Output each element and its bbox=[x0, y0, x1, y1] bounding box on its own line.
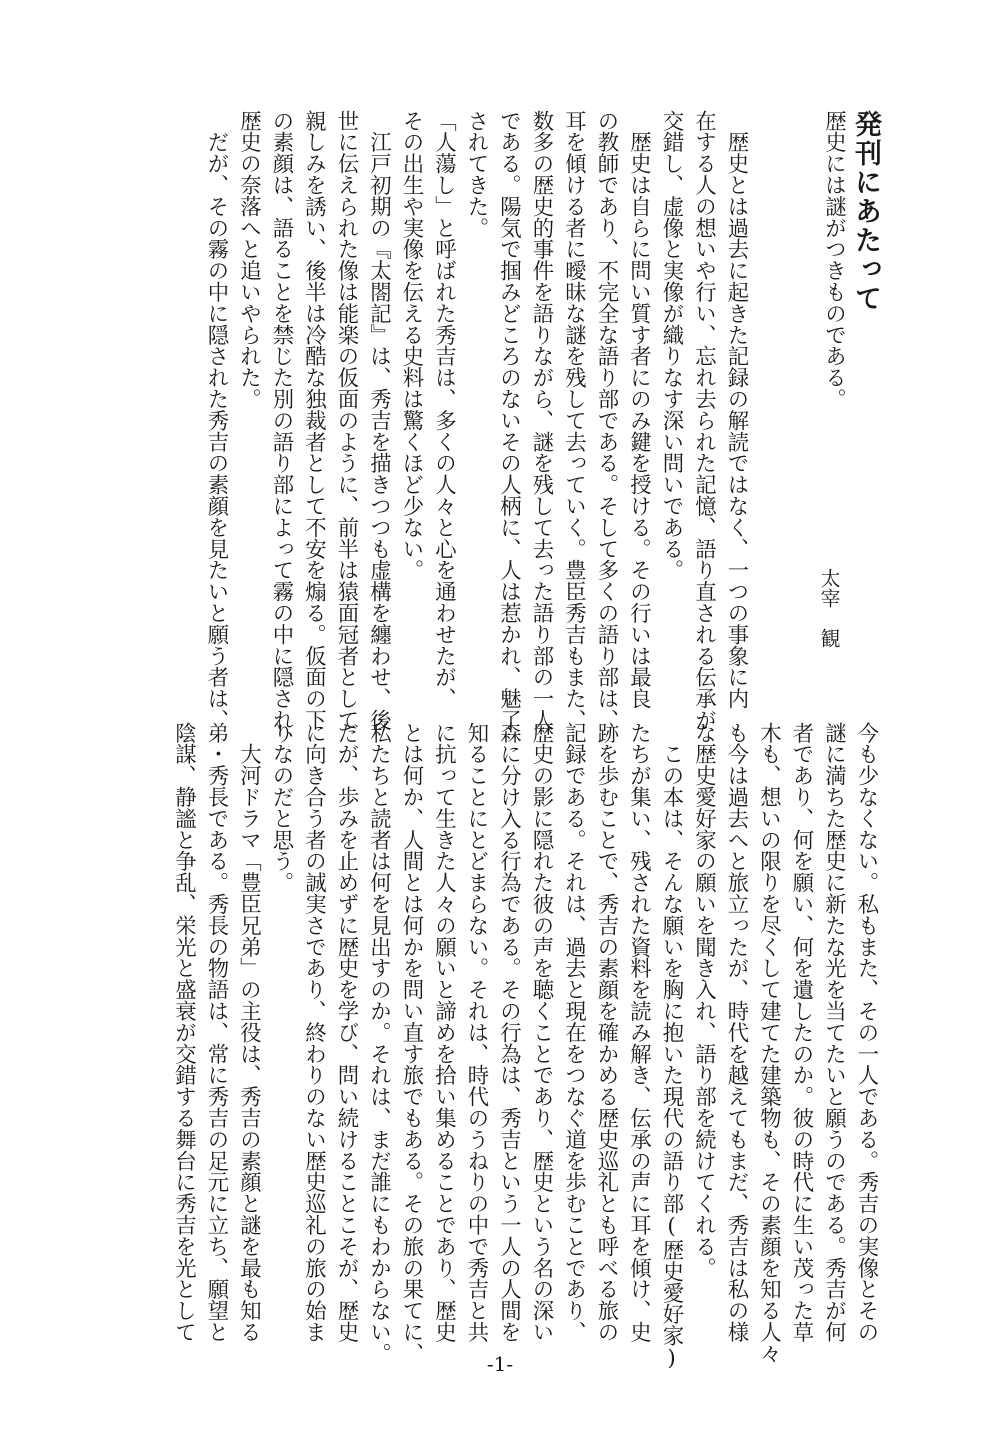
text-column: とは何か、人間とは何かを問い直す旅でもある。その旅の果てに、 bbox=[399, 722, 424, 1364]
text-column: 記録である。それは、過去と現在をつなぐ道を歩むことであり、 bbox=[561, 722, 587, 1343]
text-column: 歴史には謎がつきものである。 bbox=[821, 110, 847, 410]
text-column: 弟・秀長である。秀長の物語は、常に秀吉の足元に立ち、願望と bbox=[204, 722, 229, 1343]
text-column: りなのだと思う。 bbox=[269, 722, 294, 894]
text-column: 私たちと読者は何を見出すのか。それは、まだ誰にもわからない。 bbox=[366, 722, 392, 1364]
text-column bbox=[785, 110, 818, 670]
text-column: 在する人の想いや行い、忘れ去られた記憶、語り直される伝承が bbox=[691, 110, 717, 731]
text-column: も今は過去へと旅立ったが、時代を越えてもまだ、秀吉は私の様 bbox=[724, 722, 749, 1343]
text-column: である。陽気で掴みどころのないその人柄に、人は惹かれ、魅了 bbox=[496, 110, 522, 731]
text-column: 世に伝えられた像は能楽の仮面のように、前半は猿面冠者として bbox=[334, 110, 359, 731]
text-column: されてきた。 bbox=[464, 110, 489, 239]
text-column: 交錯し、虚像と実像が織りなす深い問いである。 bbox=[659, 110, 684, 581]
text-column: な歴史愛好家の願いを聞き入れ、語り部を続けてくれる。 bbox=[691, 722, 717, 1279]
text-column: 歴史は自らに問い質す者にのみ鍵を授ける。その行いは最良 bbox=[626, 110, 652, 710]
text-column: だが、歩みを止めずに歴史を学び、問い続けることこそが、歴史 bbox=[334, 722, 359, 1343]
text-column: 耳を傾ける者に曖昧な謎を残して去っていく。豊臣秀吉もまた、 bbox=[561, 110, 587, 731]
text-column: 数多の歴史的事件を語りながら、謎を残して去った語り部の一人 bbox=[529, 110, 554, 731]
page-title: 発刊にあたって bbox=[850, 110, 881, 313]
text-column: 歴史とは過去に起きた記録の解読ではなく、一つの事象に内 bbox=[724, 110, 749, 710]
text-column: 者であり、何を願い、何を遺したのか。彼の時代に生い茂った草 bbox=[789, 722, 814, 1343]
text-column: 森に分け入る行為である。その行為は、秀吉という一人の人間を bbox=[496, 722, 522, 1343]
text-column: 跡を歩むことで、秀吉の素顔を確かめる歴史巡礼とも呼べる旅の bbox=[594, 722, 619, 1343]
text-column: 陰謀、静謐と争乱、栄光と盛衰が交錯する舞台に秀吉を光として bbox=[171, 722, 197, 1343]
text-column: この本は、そんな願いを胸に抱いた現代の語り部(歴史愛好家) bbox=[659, 722, 684, 1372]
text-column: 木も、想いの限りを尽くして建てた建築物も、その素顔を知る人々 bbox=[756, 722, 782, 1364]
lower-text-block bbox=[167, 722, 882, 1372]
author-name: 太宰 観 bbox=[817, 568, 841, 648]
text-column: の素顔は、語ることを禁じた別の語り部によって霧の中に隠され、 bbox=[269, 110, 294, 752]
text-column: 「人蕩し」と呼ばれた秀吉は、多くの人々と心を通わせたが、 bbox=[431, 110, 457, 710]
text-column: に抗って生きた人々の願いと諦めを拾い集めることであり、歴史 bbox=[431, 722, 457, 1343]
text-column: 今も少なくない。私もまた、その一人である。秀吉の実像とその bbox=[854, 722, 879, 1343]
text-column: だが、その霧の中に隠された秀吉の素顔を見たいと願う者は、 bbox=[204, 110, 229, 731]
text-column: に向き合う者の誠実さであり、終わりのない歴史巡礼の旅の始ま bbox=[301, 722, 327, 1343]
text-column: 謎に満ちた歴史に新たな光を当てたいと願うのである。秀吉が何 bbox=[821, 722, 847, 1343]
page-number: -1- bbox=[486, 1352, 514, 1376]
text-column: 親しみを誘い、後半は冷酷な独裁者として不安を煽る。仮面の下 bbox=[301, 110, 327, 731]
text-column: の教師であり、不完全な語り部である。そして多くの語り部は、 bbox=[594, 110, 619, 731]
text-column bbox=[752, 110, 785, 670]
text-column: 歴史の奈落へと追いやられた。 bbox=[236, 110, 262, 410]
upper-text-block bbox=[200, 110, 883, 752]
text-column: 江戸初期の『太閤記』は、秀吉を描きつつも虚構を纏わせ、後 bbox=[366, 110, 392, 731]
text-column: その出生や実像を伝える史料は驚くほど少ない。 bbox=[399, 110, 424, 581]
text-column: 大河ドラマ「豊臣兄弟」の主役は、秀吉の素顔と謎を最も知る bbox=[236, 722, 262, 1343]
text-column: 知ることにとどまらない。それは、時代のうねりの中で秀吉と共 bbox=[464, 722, 489, 1343]
text-column: 歴史の影に隠れた彼の声を聴くことであり、歴史という名の深い bbox=[529, 722, 554, 1343]
text-column: たちが集い、残された資料を読み解き、伝承の声に耳を傾け、史 bbox=[626, 722, 652, 1343]
text-column bbox=[850, 110, 883, 670]
